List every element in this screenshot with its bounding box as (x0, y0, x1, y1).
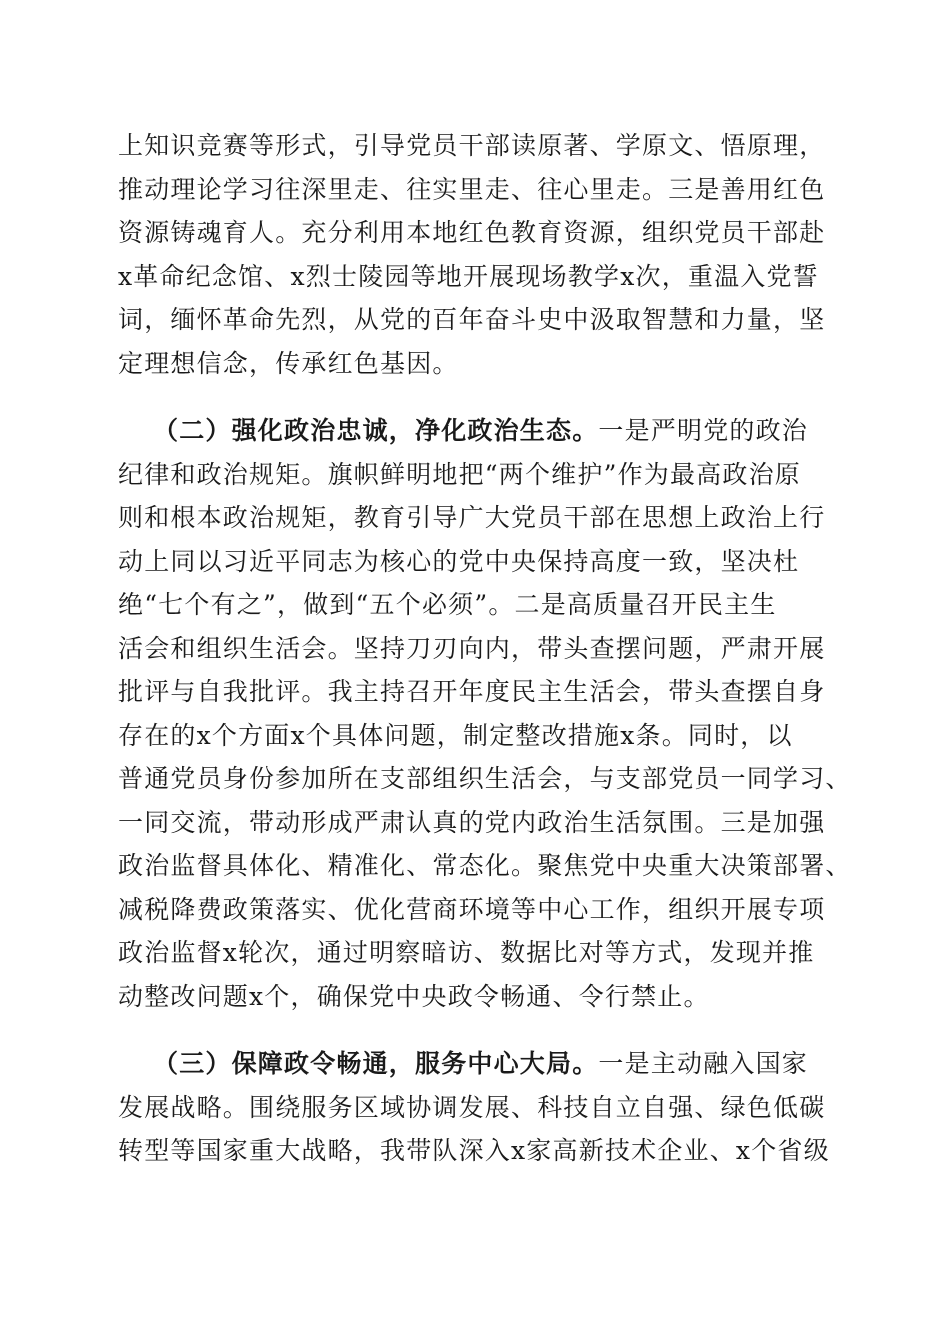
paragraph-line: 定理想信念，传承红色基因。 (118, 348, 459, 378)
paragraph-line: 存在的x个方面x个具体问题，制定整改措施x条。同时，以 (118, 720, 793, 750)
paragraph-line: 推动理论学习往深里走、往实里走、往心里走。三是善用红色 (118, 174, 826, 204)
paragraph-line: 批评与自我批评。我主持召开年度民主生活会，带头查摆自身 (118, 677, 826, 706)
paragraph-first-line (118, 409, 830, 453)
paragraph-line: 资源铸魂育人。充分利用本地红色教育资源，组织党员干部赴 (118, 218, 826, 247)
paragraph-line: 上知识竞赛等形式，引导党员干部读原著、学原文、悟原理， (118, 131, 826, 160)
paragraph-line: 词，缅怀革命先烈，从党的百年奋斗史中汲取智慧和力量，坚 (118, 305, 826, 334)
paragraph-line: 普通党员身份参加所在支部组织生活会，与支部党员一同学习、 (118, 764, 852, 793)
paragraph-text: 一是严明党的政治 (598, 416, 809, 445)
paragraph-line: 政治监督具体化、精准化、常态化。聚焦党中央重大决策部署、 (118, 851, 852, 880)
paragraph-line: 绝“七个有之”，做到“五个必须”。二是高质量召开民主生 (118, 590, 777, 619)
paragraph-line: 活会和组织生活会。坚持刀刃向内，带头查摆问题，严肃开展 (118, 633, 826, 663)
paragraph-2 (118, 409, 852, 1018)
paragraph-line: 减税降费政策落实、优化营商环境等中心工作，组织开展专项 (118, 894, 826, 924)
paragraph-1 (118, 124, 830, 385)
paragraph-line: 转型等国家重大战略，我带队深入x家高新技术企业、x个省级 (118, 1136, 830, 1165)
paragraph-3 (118, 1042, 830, 1173)
paragraph-line: 一同交流，带动形成严肃认真的党内政治生活氛围。三是加强 (118, 807, 826, 837)
paragraph-line: 则和根本政治规矩，教育引导广大党员干部在思想上政治上行 (118, 503, 826, 532)
paragraph-first-line (118, 1042, 830, 1086)
paragraph-text: 一是主动融入国家 (598, 1049, 809, 1078)
paragraph-line: 纪律和政治规矩。旗帜鲜明地把“两个维护”作为最高政治原 (118, 459, 801, 489)
section-heading: （三）保障政令畅通，服务中心大局。 (153, 1049, 599, 1078)
paragraph-line: 政治监督x轮次，通过明察暗访、数据比对等方式，发现并推 (118, 938, 815, 967)
paragraph-line: 动整改问题x个，确保党中央政令畅通、令行禁止。 (118, 981, 710, 1011)
section-heading: （二）强化政治忠诚，净化政治生态。 (153, 416, 599, 445)
paragraph-line: x革命纪念馆、x烈士陵园等地开展现场教学x次，重温入党誓 (118, 261, 819, 291)
paragraph-line: 动上同以习近平同志为核心的党中央保持高度一致，坚决杜 (118, 546, 800, 576)
paragraph-line: 发展战略。围绕服务区域协调发展、科技自立自强、绿色低碳 (118, 1092, 826, 1122)
